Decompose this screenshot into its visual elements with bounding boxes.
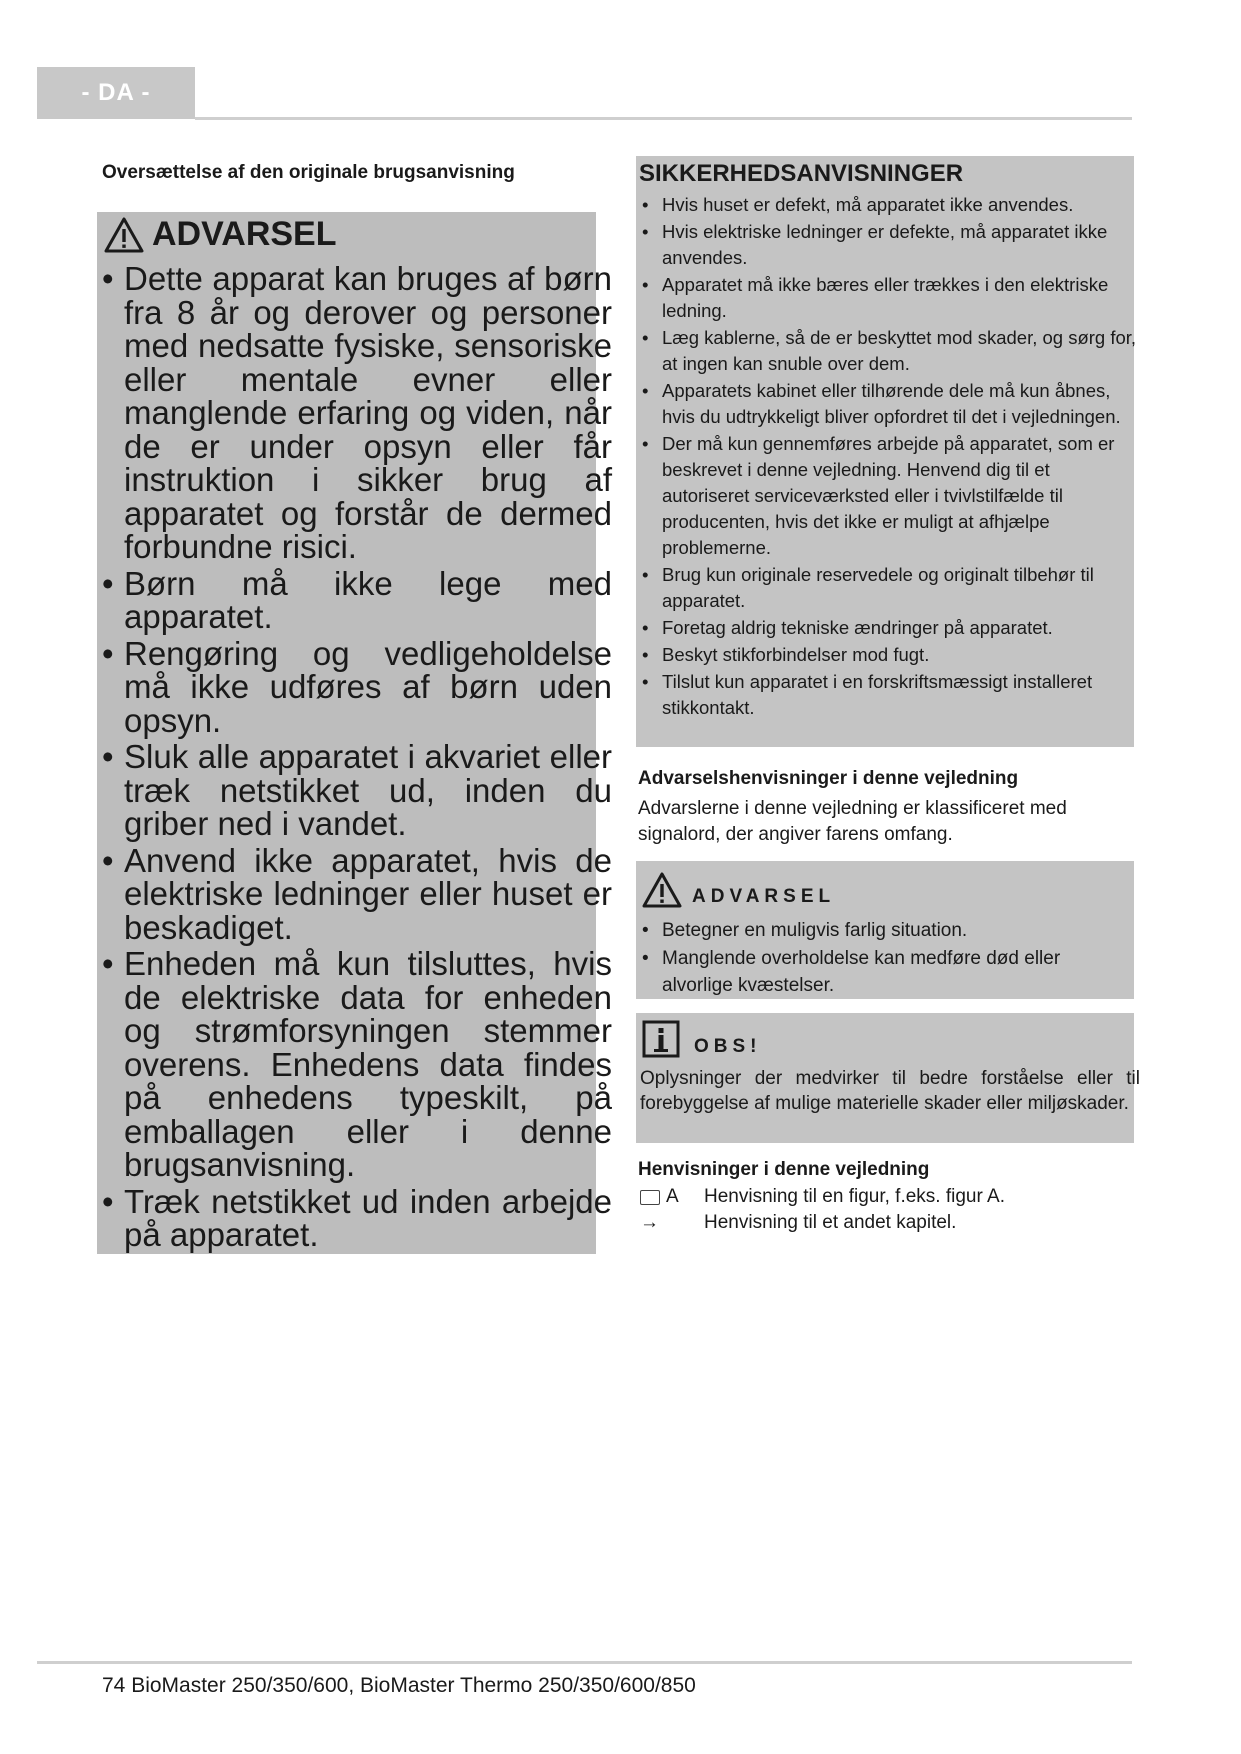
reference-text: Henvisning til en figur, f.eks. figur A. [704, 1186, 1005, 1207]
list-item: • Dette apparat kan bruges af børn fra 8 år og derover og personer med nedsatte fysiske, sensoriske eller mentale evner eller manglende erfaring og viden, når de er under opsyn eller får instruktion i sikker brug af apparatet og forstår de dermed forbundne risici. [102, 262, 612, 564]
list-item: • Foretag aldrig tekniske ændringer på apparatet. [640, 615, 1140, 641]
list-item: • Manglende overholdelse kan medføre død eller alvorlige kvæstelser. [640, 945, 1130, 999]
warning-title [104, 215, 337, 254]
list-item: • Træk netstikket ud inden arbejde på apparatet. [102, 1185, 612, 1252]
obs-text: Oplysninger der medvirker til bedre forståelse eller til forebyggelse af mulige materielle skader eller miljøskader. [640, 1068, 1140, 1114]
reference-row [640, 1212, 956, 1234]
list-item: • Læg kablerne, så de er beskyttet mod skader, og sørg for, at ingen kan snuble over dem. [640, 325, 1140, 377]
advarsel-notice-header [642, 872, 835, 908]
warning-triangle-icon [104, 217, 144, 253]
list-item: • Hvis huset er defekt, må apparatet ikke anvendes. [640, 192, 1140, 218]
warning-notes-heading: Advarselshenvisninger i denne vejledning [638, 768, 1019, 789]
list-item: • Betegner en muligvis farlig situation. [640, 917, 1130, 944]
list-item: • Der må kun gennemføres arbejde på apparatet, som er beskrevet i denne vejledning. Henvend dig til et autoriseret serviceværksted eller i tvivlstilfælde til producenten, hvis det ikke er muligt at afhjælpe problemerne. [640, 431, 1140, 561]
reference-text: Henvisning til et andet kapitel. [704, 1212, 957, 1233]
list-item: • Rengøring og vedligeholdelse må ikke udføres af børn uden opsyn. [102, 637, 612, 738]
safety-list [640, 192, 1140, 722]
advarsel-list [640, 917, 1130, 1000]
footer-divider [37, 1661, 1132, 1664]
list-item: • Børn må ikke lege med apparatet. [102, 567, 612, 634]
footer-text: 74 BioMaster 250/350/600, BioMaster Thermo 250/350/600/850 [102, 1674, 696, 1697]
warning-title-text: ADVARSEL [152, 215, 337, 253]
obs-notice-header [642, 1020, 762, 1058]
reference-symbol [640, 1186, 704, 1208]
reference-row [640, 1186, 1005, 1208]
list-item: • Brug kun originale reservedele og originalt tilbehør til apparatet. [640, 562, 1140, 614]
warning-triangle-icon [642, 872, 682, 908]
advarsel-label: ADVARSEL [692, 886, 836, 907]
list-item: • Enheden må kun tilsluttes, hvis de elektriske data for enheden og strømforsyningen stemmer overens. Enhedens data findes på enhedens typeskilt, på emballagen eller i denne brugsanvisning. [102, 947, 612, 1182]
list-item: • Apparatet må ikke bæres eller trækkes i den elektriske ledning. [640, 272, 1140, 324]
warning-list [102, 262, 612, 1255]
info-icon [642, 1020, 680, 1058]
list-item: • Anvend ikke apparatet, hvis de elektriske ledninger eller huset er beskadiget. [102, 844, 612, 945]
figure-letter: A [666, 1186, 679, 1207]
figure-box-icon [640, 1190, 660, 1205]
safety-title: SIKKERHEDSANVISNINGER [639, 160, 964, 187]
arrow-right-icon: → [640, 1212, 659, 1233]
document-subtitle: Oversættelse af den originale brugsanvisning [102, 162, 515, 183]
references-heading: Henvisninger i denne vejledning [638, 1159, 930, 1180]
list-item: • Apparatets kabinet eller tilhørende dele må kun åbnes, hvis du udtrykkeligt bliver opfordret til det i vejledningen. [640, 378, 1140, 430]
list-item: • Hvis elektriske ledninger er defekte, må apparatet ikke anvendes. [640, 219, 1140, 271]
header-divider [195, 117, 1132, 120]
warning-notes-text: Advarslerne i denne vejledning er klassificeret med signalord, der angiver farens omfang. [638, 798, 1067, 845]
list-item: • Beskyt stikforbindelser mod fugt. [640, 642, 1140, 668]
list-item: • Tilslut kun apparatet i en forskriftsmæssigt installeret stikkontakt. [640, 669, 1140, 721]
obs-label: OBS! [694, 1036, 762, 1057]
language-tab: - DA - [37, 67, 195, 119]
list-item: • Sluk alle apparatet i akvariet eller træk netstikket ud, inden du griber ned i vandet. [102, 740, 612, 841]
